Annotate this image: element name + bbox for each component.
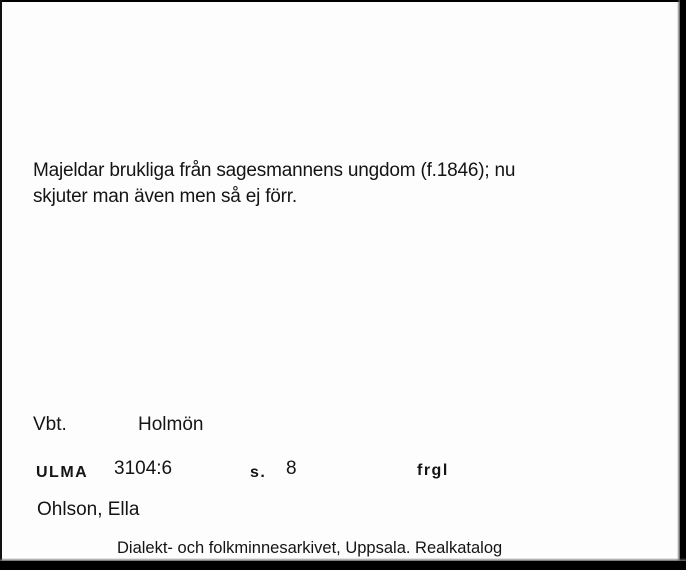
page-number: 8 [286, 458, 297, 479]
card-body-text [33, 158, 633, 210]
body-line-1: Majeldar brukliga från sagesmannens ungdom (f.1846); nu [33, 160, 516, 181]
informant-name: Ohlson, Ella [37, 499, 140, 520]
archive-number: 3104:6 [114, 458, 173, 479]
archive-footer: Dialekt- och folkminnesarkivet, Uppsala. Realkatalog [117, 539, 503, 557]
body-line-2: skjuter man även men så ej förr. [33, 186, 297, 207]
category-code: frgl [417, 462, 449, 479]
page-label: s. [250, 464, 267, 481]
province-label: Vbt. [33, 414, 67, 435]
scan-edge-top [0, 0, 686, 2]
archive-code: ULMA [36, 464, 89, 481]
scan-edge-bottom [0, 561, 686, 570]
scan-edge-left [0, 0, 2, 570]
place-name: Holmön [138, 414, 204, 435]
scan-edge-right [680, 0, 686, 570]
